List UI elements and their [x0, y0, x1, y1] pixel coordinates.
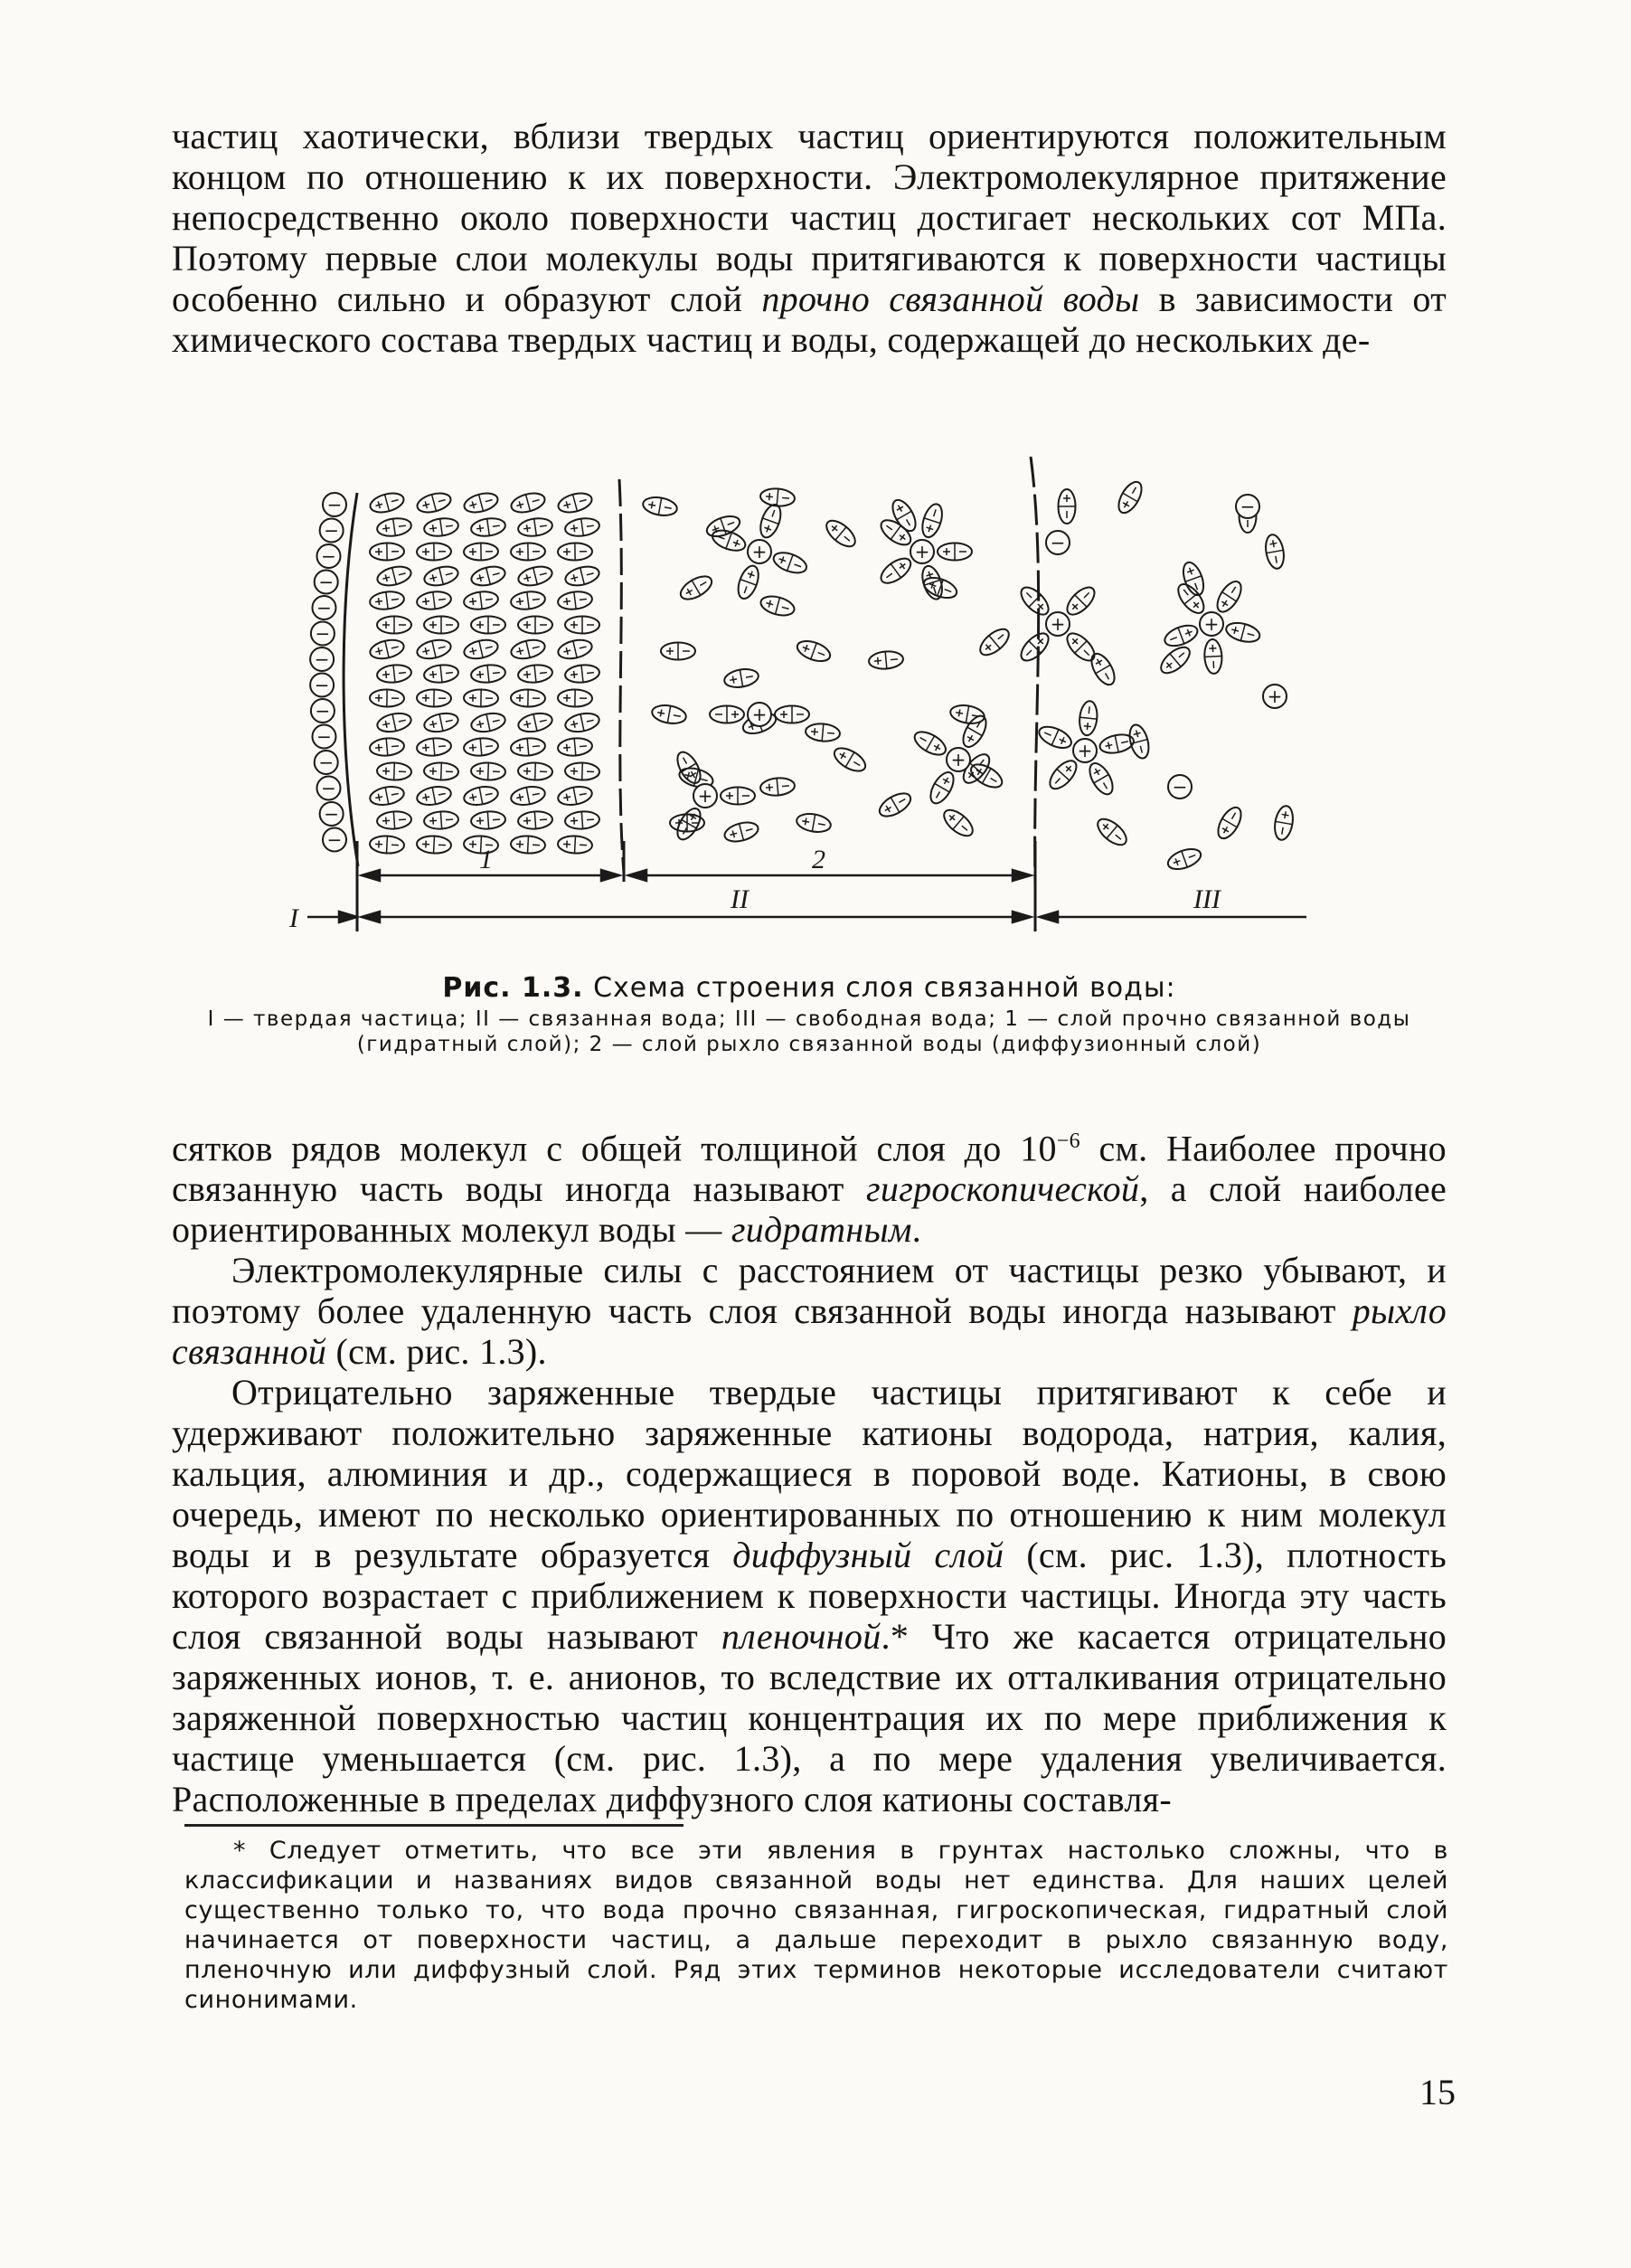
- water-dipole: [469, 711, 506, 734]
- surface-anion: [311, 699, 335, 723]
- water-dipole: [416, 784, 453, 808]
- water-dipole: [510, 737, 546, 757]
- bound-free-water-boundary: [1031, 457, 1039, 886]
- region-I-label: I: [289, 903, 298, 933]
- water-dipole: [831, 743, 869, 775]
- water-dipole: [557, 590, 593, 610]
- footnote-text: * Следует отметить, что все эти явления в грунтах настолько сложны, что в классификации и названиях видов связанной воды нет единства. Для наших целей существенно только то, что вода прочно связанная, гигроскопическая, гидратный слой начинается от поверхности частиц, а дальше переходит в рыхло связанную воду, пленочную или диффузный слой. Ряд этих терминов некоторые исследователи считают синонимами.: [184, 1837, 1448, 2014]
- svg-text:−: −: [318, 571, 335, 593]
- water-dipole: [464, 689, 498, 707]
- surface-anion: [316, 777, 340, 800]
- water-dipole: [510, 784, 547, 808]
- water-dipole: [509, 490, 547, 515]
- water-dipole: [967, 760, 1005, 791]
- svg-text:+: +: [1267, 685, 1283, 707]
- italic-term: пленочной: [721, 1616, 881, 1658]
- svg-text:+: +: [950, 749, 966, 770]
- hydrated-cation: [1046, 612, 1070, 636]
- water-dipole: [369, 590, 405, 610]
- svg-text:−: −: [1172, 776, 1188, 798]
- svg-text:−: −: [321, 545, 336, 567]
- water-dipole: [796, 811, 833, 834]
- water-dipole: [1165, 846, 1203, 874]
- text-run: частиц хаотически, вблизи твердых частиц ориентируются положительным концом по отношению к их поверхности. Электромолекулярное притяжение непосредственно около поверхности частиц достигает нескольких сот МПа. Поэтому первые слои молекулы воды притягиваются к поверхности частицы особенно сильно и образуют слой: [172, 116, 1447, 319]
- water-dipole: [558, 836, 593, 855]
- water-dipole: [673, 805, 704, 843]
- water-dipole: [1127, 723, 1152, 761]
- surface-anion: [320, 802, 344, 826]
- hydrated-cation: [748, 703, 771, 726]
- text-run: (см. рис. 1.3).: [326, 1331, 547, 1373]
- bound-water-diagram: [271, 443, 1338, 959]
- water-dipole: [710, 526, 748, 554]
- water-dipole: [565, 762, 600, 780]
- page-number: 15: [1419, 2072, 1456, 2112]
- water-dipole: [424, 617, 458, 634]
- water-dipole: [417, 836, 452, 855]
- water-dipole: [759, 777, 796, 797]
- water-dipole: [516, 711, 553, 734]
- water-dipole: [868, 650, 904, 670]
- water-dipole: [734, 563, 762, 601]
- italic-term: прочно связанной воды: [761, 279, 1140, 319]
- water-dipole: [1016, 628, 1052, 665]
- water-dipole: [462, 637, 499, 661]
- italic-term: диффузный слой: [732, 1535, 1004, 1576]
- text-run: см. Наиболее прочно связанную часть воды иногда называют: [172, 1128, 1447, 1210]
- water-dipole: [470, 516, 506, 538]
- svg-text:−: −: [314, 674, 330, 696]
- water-dipole: [557, 784, 594, 808]
- water-dipole: [377, 762, 412, 780]
- water-dipole: [710, 706, 744, 723]
- svg-text:−: −: [316, 725, 332, 748]
- water-dipole: [558, 689, 592, 707]
- water-dipole: [423, 810, 458, 830]
- water-dipole: [415, 490, 453, 515]
- water-dipole: [677, 572, 715, 603]
- water-dipole: [1212, 578, 1246, 616]
- hydrated-cation: [910, 540, 934, 563]
- paragraph: [172, 1250, 1447, 1372]
- text-run: сятков рядов молекул с общей толщиной слоя до 10: [172, 1128, 1057, 1169]
- water-dipole: [416, 737, 452, 757]
- svg-text:−: −: [326, 494, 343, 515]
- water-dipole: [1059, 489, 1076, 524]
- water-dipole: [926, 769, 957, 807]
- water-dipole: [1087, 650, 1118, 688]
- paragraph: [172, 1372, 1447, 1819]
- svg-text:+: +: [1050, 613, 1066, 635]
- surface-anion: [312, 725, 335, 749]
- text-run: .* Что же касается отрицательно заряженных ионов, т. е. анионов, то вследствие их отталкивания отрицательно заряженной поверхностью частиц концентрация их по мере приближения к частице уменьшается (см. рис. 1.3), а по мере удаления увеличивается. Расположенные в пределах диффузного слоя катионы составля-: [172, 1616, 1447, 1820]
- water-dipole: [1203, 638, 1222, 674]
- water-dipole: [911, 727, 949, 759]
- water-dipole: [369, 737, 405, 757]
- water-dipole: [1272, 805, 1295, 842]
- water-dipole: [1263, 534, 1286, 571]
- arrowhead: [362, 912, 380, 922]
- water-dipole: [1213, 804, 1245, 842]
- text-run: Электромолекулярные силы с расстоянием от частицы резко убывают, и поэтому более удаленную часть слоя связанной воды иногда называют: [172, 1250, 1447, 1332]
- water-dipole: [939, 806, 976, 841]
- water-dipole: [375, 563, 412, 589]
- water-dipole: [721, 788, 755, 805]
- surface-anion: [315, 571, 338, 594]
- water-dipole: [369, 784, 406, 808]
- caption-legend: I — твердая частица; II — связанная вода; III — свободная вода; 1 — слой прочно связанной воды (гидратный слой); 2 — слой рыхло связанной воды (диффузионный слой): [207, 1007, 1411, 1056]
- water-dipole: [563, 711, 600, 734]
- water-dipole: [1085, 760, 1117, 798]
- zone-1-2-boundary: [619, 479, 624, 873]
- water-dipole: [518, 762, 553, 780]
- hydrated-cation: [947, 748, 970, 771]
- svg-text:+: +: [697, 785, 713, 807]
- surface-anion: [312, 596, 335, 619]
- paragraph: [172, 116, 1447, 360]
- water-dipole: [1062, 628, 1098, 665]
- water-dipole: [464, 543, 498, 561]
- water-dipole: [704, 513, 742, 541]
- water-dipole: [757, 502, 785, 540]
- svg-text:−: −: [1240, 496, 1256, 517]
- water-dipole: [422, 563, 459, 589]
- water-dipole: [415, 637, 452, 661]
- water-dipole: [375, 711, 412, 734]
- surface-anion: [311, 622, 335, 646]
- water-dipole: [463, 737, 499, 757]
- water-dipole: [424, 762, 459, 780]
- water-dipole: [376, 516, 412, 538]
- italic-term: гидратным: [731, 1209, 912, 1251]
- text-run: Отрицательно заряженные твердые частицы притягивают к себе и удерживают положительно заряженные катионы водорода, натрия, калия, кальция, алюминия и др., содержащиеся в поровой воде. Катионы, в свою очередь, имеют по несколько ориентированных по отношению к ним молекул воды и в результате образуется: [172, 1372, 1447, 1576]
- water-dipole: [370, 836, 405, 855]
- footnote: [184, 1836, 1448, 2015]
- water-dipole: [422, 711, 459, 734]
- surface-anion: [310, 647, 334, 671]
- arrowhead: [601, 870, 619, 881]
- caption-title: [172, 970, 1447, 1006]
- water-dipole: [368, 490, 406, 515]
- water-dipole: [463, 590, 499, 610]
- water-dipole: [976, 625, 1013, 660]
- surface-anion: [316, 544, 340, 568]
- figure-labels: [288, 845, 1222, 933]
- water-dipole: [370, 689, 404, 707]
- water-dipole: [370, 543, 404, 561]
- water-dipole: [376, 810, 411, 830]
- italic-term: рыхло связанной: [172, 1290, 1447, 1373]
- svg-text:+: +: [751, 541, 768, 562]
- svg-text:−: −: [321, 777, 336, 799]
- water-dipole: [376, 664, 412, 685]
- water-dipole: [919, 563, 946, 601]
- water-dipole: [517, 810, 552, 830]
- text-run: , а слой наиболее ориентированных молекул воды —: [172, 1168, 1447, 1251]
- water-dipole: [564, 664, 600, 685]
- paragraph: [172, 1121, 1447, 1250]
- text-top: [172, 116, 1447, 360]
- water-dipole: [509, 637, 546, 661]
- particle-surface-line: [344, 493, 358, 866]
- water-dipole: [1093, 815, 1130, 850]
- water-dipole: [564, 516, 600, 538]
- water-dipole: [462, 490, 500, 515]
- water-dipole: [877, 515, 915, 550]
- water-dipole: [558, 543, 592, 561]
- footnote-separator: [184, 1824, 684, 1827]
- water-dipole: [938, 543, 972, 561]
- water-dipole: [516, 563, 553, 589]
- water-dipole: [517, 516, 553, 538]
- water-dipole: [661, 643, 695, 660]
- caption-label: Рис. 1.3.: [442, 972, 584, 1004]
- water-dipole: [759, 593, 797, 619]
- water-dipole: [958, 713, 990, 751]
- water-dipole: [556, 637, 593, 661]
- water-dipole: [1156, 643, 1193, 678]
- water-dipole: [876, 789, 914, 820]
- free-anion: [1046, 531, 1070, 554]
- water-dipole: [877, 553, 915, 588]
- water-dipole: [565, 617, 599, 634]
- water-dipole: [805, 723, 841, 742]
- hydrated-cation: [693, 784, 717, 808]
- text-run: .: [911, 1209, 922, 1251]
- water-dipole: [723, 666, 760, 689]
- water-dipole: [1180, 560, 1208, 598]
- region-II-label: II: [731, 884, 749, 914]
- water-dipole: [469, 563, 506, 589]
- text-run: (см. рис. 1.3), плотность которого возрастает с приближением к поверхности частицы. Иногда эту часть слоя связанной воды называют: [172, 1535, 1447, 1658]
- water-dipole: [557, 737, 593, 757]
- water-dipole: [1045, 756, 1081, 793]
- water-dipole: [377, 617, 411, 634]
- hydrated-cation: [748, 540, 771, 563]
- water-dipole: [417, 543, 451, 561]
- svg-text:−: −: [316, 597, 332, 619]
- water-dipole: [471, 762, 506, 780]
- caption-text: Схема строения слоя связанной воды:: [593, 972, 1176, 1004]
- water-dipole: [463, 784, 500, 808]
- svg-text:+: +: [751, 704, 768, 725]
- water-dipole: [1114, 478, 1145, 516]
- free-anion: [1168, 775, 1192, 799]
- svg-text:+: +: [1077, 740, 1093, 761]
- water-dipole: [517, 664, 553, 685]
- arrowhead: [1013, 870, 1031, 881]
- water-dipole: [642, 495, 679, 517]
- surface-anion: [323, 493, 346, 516]
- zone-1-label: 1: [479, 845, 493, 874]
- hydrated-cation: [1200, 612, 1223, 636]
- italic-term: гигроскопической: [865, 1168, 1140, 1210]
- water-dipole: [822, 516, 859, 552]
- svg-text:−: −: [315, 622, 331, 645]
- arrowhead: [628, 870, 646, 881]
- water-dipole: [1016, 582, 1052, 619]
- water-dipole: [417, 689, 451, 707]
- water-dipole: [1078, 700, 1098, 736]
- zone-2-label: 2: [812, 845, 825, 874]
- water-dipole: [470, 664, 506, 685]
- water-dipole: [1224, 619, 1262, 645]
- molecule-layer: [310, 478, 1296, 874]
- surface-anion: [320, 519, 344, 543]
- surface-anion: [315, 751, 338, 774]
- svg-text:−: −: [315, 700, 331, 722]
- water-dipole: [368, 637, 405, 661]
- text-bottom: [172, 1121, 1447, 1819]
- water-dipole: [775, 706, 809, 723]
- free-cation: [1263, 685, 1287, 708]
- water-dipole: [564, 810, 599, 830]
- water-dipole: [511, 836, 546, 855]
- water-dipole: [651, 703, 688, 725]
- water-dipole: [1162, 621, 1200, 649]
- water-dipole: [771, 549, 809, 577]
- superscript: −6: [1056, 1129, 1080, 1153]
- water-dipole: [470, 810, 505, 830]
- water-dipole: [423, 664, 459, 685]
- free-anion: [1236, 495, 1259, 518]
- svg-text:+: +: [1203, 613, 1220, 635]
- water-dipole: [1098, 732, 1136, 755]
- svg-text:+: +: [914, 541, 930, 562]
- dimension-arrows: [307, 870, 1306, 922]
- svg-text:−: −: [318, 751, 335, 773]
- figure-caption: [172, 970, 1447, 1057]
- water-dipole: [563, 563, 600, 589]
- svg-text:−: −: [326, 828, 343, 851]
- arrowhead: [339, 912, 357, 922]
- arrowhead: [1040, 912, 1058, 922]
- water-dipole: [423, 516, 459, 538]
- water-dipole: [1036, 723, 1074, 752]
- text-run: в зависимости от химического состава твердых частиц и воды, содержащей до нескольких де-: [172, 279, 1447, 360]
- water-dipole: [673, 749, 704, 787]
- water-dipole: [510, 590, 546, 610]
- water-dipole: [511, 543, 545, 561]
- water-dipole: [1062, 582, 1098, 619]
- water-dipole: [471, 617, 505, 634]
- water-dipole: [919, 502, 946, 540]
- svg-text:−: −: [324, 803, 340, 825]
- water-dipole: [518, 617, 552, 634]
- surface-anion: [310, 674, 334, 697]
- svg-text:−: −: [324, 519, 340, 542]
- water-dipole: [722, 819, 760, 845]
- arrowhead: [1013, 912, 1031, 922]
- water-dipole: [416, 590, 452, 610]
- water-dipole: [511, 689, 545, 707]
- arrowhead: [362, 870, 380, 881]
- water-dipole: [556, 490, 594, 515]
- hydrated-cation: [1073, 739, 1097, 762]
- svg-text:−: −: [314, 648, 330, 670]
- water-dipole: [795, 638, 833, 666]
- region-III-label: III: [1193, 884, 1221, 914]
- surface-anion: [323, 828, 346, 852]
- figure-bound-water-scheme: [271, 443, 1338, 959]
- svg-text:−: −: [1050, 532, 1066, 553]
